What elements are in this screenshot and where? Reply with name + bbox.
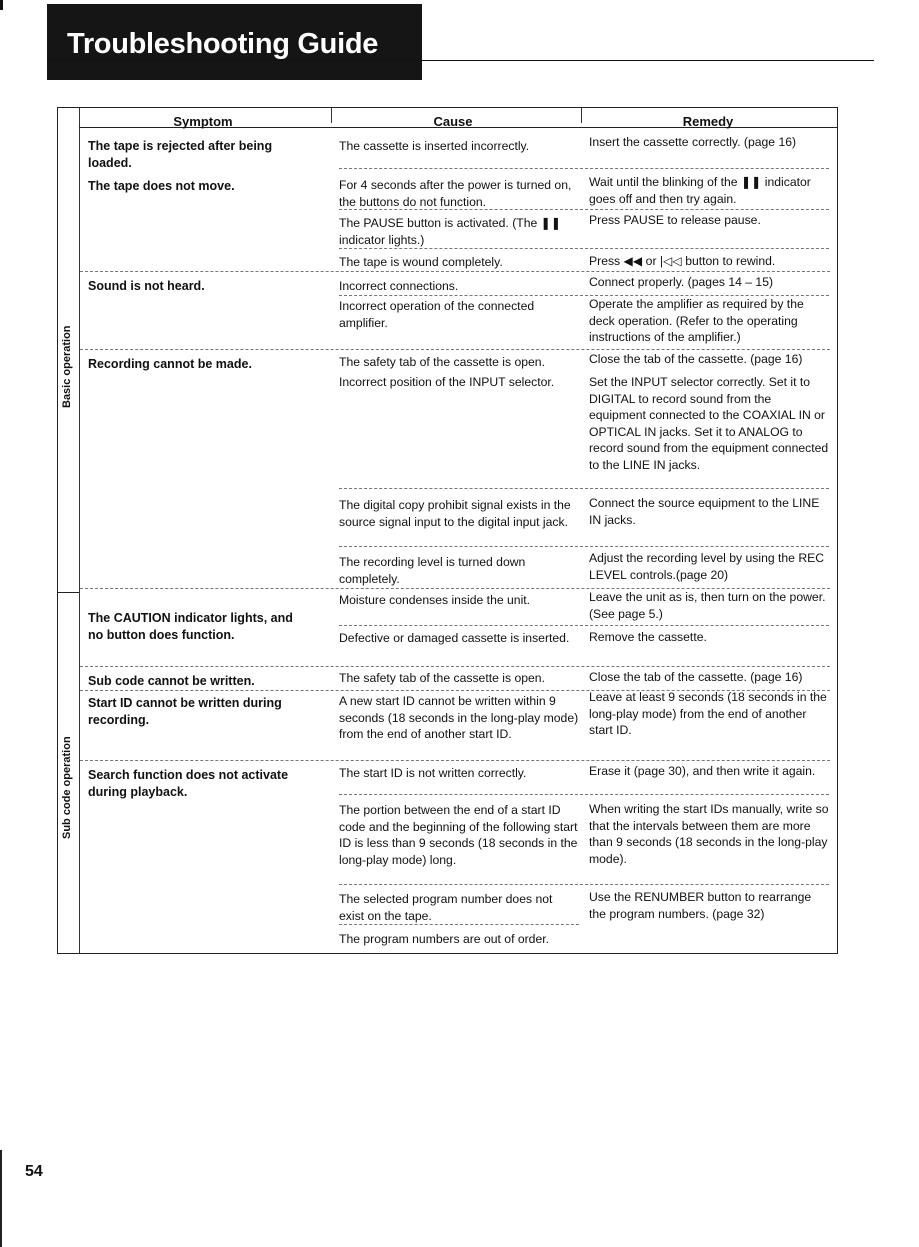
cause-text: The digital copy prohibit signal exists in the source signal input to the digital input jack. xyxy=(339,498,571,529)
crop-mark xyxy=(0,0,3,10)
remedy-text: Leave the unit as is, then turn on the power. (See page 5.) xyxy=(589,590,826,621)
cause-text: The program numbers are out of order. xyxy=(339,932,550,946)
remedy-text: Press ◀◀ or |◁◁ button to rewind. xyxy=(589,254,776,268)
symptom-text: The tape is rejected after being loaded. xyxy=(88,139,273,170)
cause-text: The portion between the end of a start ID code and the beginning of the following start ID is less than 9 seconds (18 seconds in the long-play mode) long. xyxy=(339,803,578,867)
page-title: Troubleshooting Guide xyxy=(67,28,379,60)
section-separator xyxy=(58,592,79,593)
row-separator xyxy=(80,349,830,350)
remedy-text: Insert the cassette correctly. (page 16) xyxy=(589,135,797,149)
row-separator xyxy=(339,794,829,795)
row-separator xyxy=(80,760,830,761)
remedy-text: Connect the source equipment to the LINE IN jacks. xyxy=(589,496,820,527)
title-rule xyxy=(47,60,874,61)
remedy-text: Press PAUSE to release pause. xyxy=(589,213,761,227)
cause-text: Moisture condenses inside the unit. xyxy=(339,593,531,607)
cause-text: The PAUSE button is activated. (The ❚❚ indicator lights.) xyxy=(339,216,562,247)
remedy-text: Wait until the blinking of the ❚❚ indicator goes off and then try again. xyxy=(589,175,811,206)
remedy-text: Connect properly. (pages 14 – 15) xyxy=(589,275,774,289)
cause-text: The cassette is inserted incorrectly. xyxy=(339,139,530,153)
symptom-header: Symptom xyxy=(173,114,233,129)
symptom-text: Sound is not heard. xyxy=(88,279,205,293)
row-separator xyxy=(80,666,830,667)
cause-text: The recording level is turned down completely. xyxy=(339,555,526,586)
cause-text: A new start ID cannot be written within 9 seconds (18 seconds in the long-play mode) from the end of another start ID. xyxy=(339,694,579,741)
row-separator xyxy=(339,488,829,489)
cause-text: Incorrect connections. xyxy=(339,279,459,293)
row-separator xyxy=(80,271,830,272)
symptom-text: The CAUTION indicator lights, and no button does function. xyxy=(88,611,293,642)
section-label-basic: Basic operation xyxy=(61,325,73,408)
remedy-text: When writing the start IDs manually, write so that the intervals between them are more than 9 seconds (18 seconds in the long-play mode). xyxy=(589,802,829,866)
cause-text: The start ID is not written correctly. xyxy=(339,766,527,780)
cause-text: The tape is wound completely. xyxy=(339,255,503,269)
row-separator xyxy=(339,546,829,547)
remedy-text: Use the RENUMBER button to rearrange the program numbers. (page 32) xyxy=(589,890,812,921)
row-separator xyxy=(339,884,829,885)
remedy-text: Leave at least 9 seconds (18 seconds in the long-play mode) from the end of another start ID. xyxy=(589,690,827,737)
remedy-text: Operate the amplifier as required by the deck operation. (Refer to the operating instructions of the amplifier.) xyxy=(589,297,804,344)
remedy-text: Close the tab of the cassette. (page 16) xyxy=(589,352,803,366)
symptom-text: Sub code cannot be written. xyxy=(88,674,255,688)
section-column-divider xyxy=(79,108,80,953)
cause-text: Incorrect operation of the connected amplifier. xyxy=(339,299,535,330)
symptom-text: Search function does not activate during playback. xyxy=(88,768,289,799)
cause-text: Incorrect position of the INPUT selector. xyxy=(339,375,555,389)
cause-text: The safety tab of the cassette is open. xyxy=(339,355,545,369)
symptom-cause-divider xyxy=(331,108,332,123)
symptom-text: Start ID cannot be written during recording. xyxy=(88,696,282,727)
remedy-text: Remove the cassette. xyxy=(589,630,707,644)
cause-text: Defective or damaged cassette is inserted. xyxy=(339,631,570,645)
remedy-text: Set the INPUT selector correctly. Set it to DIGITAL to record sound from the equipment connected to the COAXIAL IN or OPTICAL IN jacks. Set it to ANALOG to record sound from the equipment connected to the LINE IN jacks. xyxy=(589,375,829,472)
section-label-subcode: Sub code operation xyxy=(61,736,73,839)
row-separator xyxy=(339,248,829,249)
cause-remedy-divider xyxy=(581,108,582,123)
remedy-text: Erase it (page 30), and then write it again. xyxy=(589,764,816,778)
page-edge-mark xyxy=(0,1150,2,1247)
remedy-header: Remedy xyxy=(682,114,734,129)
remedy-text: Close the tab of the cassette. (page 16) xyxy=(589,670,803,684)
symptom-text: Recording cannot be made. xyxy=(88,357,252,371)
cause-header: Cause xyxy=(433,114,473,129)
cause-text: The safety tab of the cassette is open. xyxy=(339,671,545,685)
title-banner xyxy=(47,4,422,80)
page-number: 54 xyxy=(25,1163,43,1180)
row-separator xyxy=(339,924,579,925)
cause-text: For 4 seconds after the power is turned on, the buttons do not function. xyxy=(339,178,572,209)
troubleshooting-table xyxy=(57,107,838,954)
symptom-text: The tape does not move. xyxy=(88,179,235,193)
remedy-text: Adjust the recording level by using the REC LEVEL controls.(page 20) xyxy=(589,551,825,582)
cause-text: The selected program number does not exist on the tape. xyxy=(339,892,553,923)
row-separator xyxy=(339,625,829,626)
row-separator xyxy=(339,168,829,169)
